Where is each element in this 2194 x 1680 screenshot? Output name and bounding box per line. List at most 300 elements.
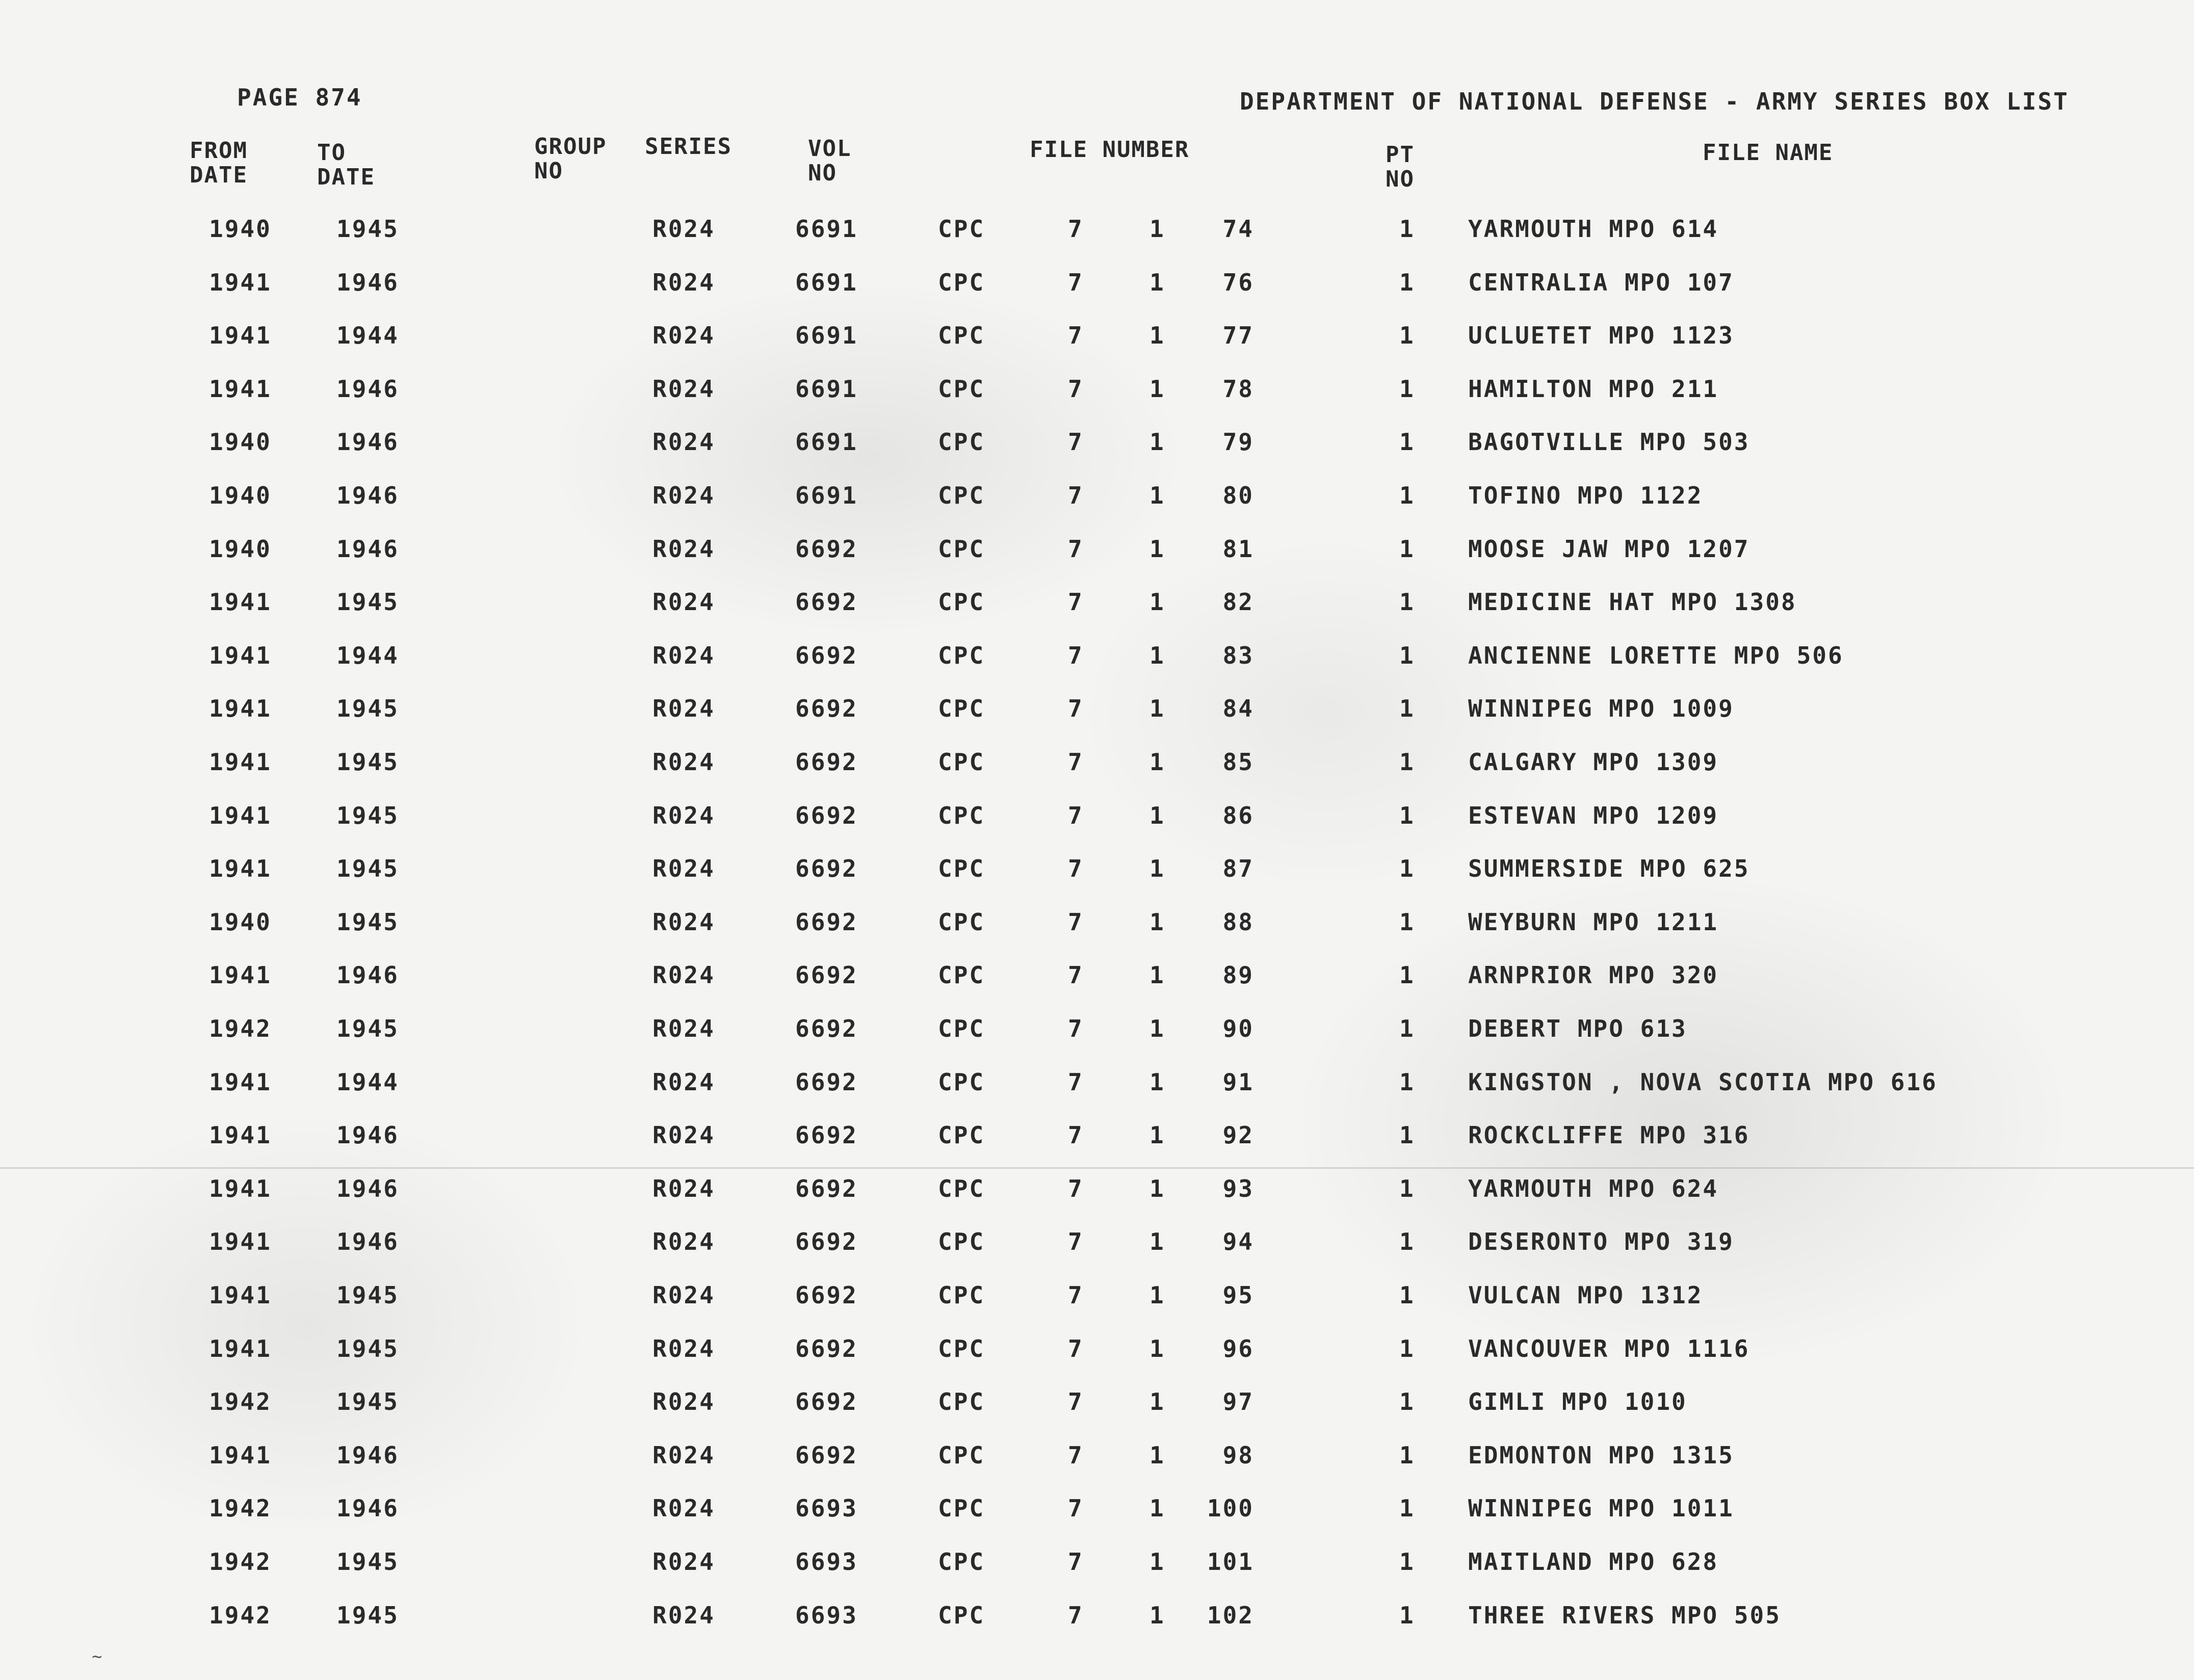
row-file-num-secondary: 1 <box>1150 535 1165 563</box>
row-file-name: WINNIPEG MPO 1011 <box>1468 1494 1734 1522</box>
row-to-date: 1946 <box>336 1175 399 1202</box>
row-vol-no: 6692 <box>795 1388 858 1415</box>
table-row <box>0 324 2194 377</box>
row-to-date: 1945 <box>336 1335 399 1362</box>
row-series: R024 <box>652 1388 715 1415</box>
row-file-class: CPC <box>938 908 985 936</box>
row-pt-no: 1 <box>1399 482 1415 509</box>
row-file-num-primary: 7 <box>1068 1281 1084 1309</box>
row-file-num-secondary: 1 <box>1150 748 1165 776</box>
row-vol-no: 6692 <box>795 961 858 989</box>
row-file-num-tertiary: 81 <box>1222 535 1254 563</box>
row-to-date: 1946 <box>336 269 399 296</box>
row-file-num-primary: 7 <box>1068 1175 1084 1202</box>
row-series: R024 <box>652 1228 715 1255</box>
row-to-date: 1946 <box>336 1121 399 1149</box>
row-from-date: 1941 <box>209 855 272 882</box>
row-pt-no: 1 <box>1399 535 1415 563</box>
row-file-num-primary: 7 <box>1068 908 1084 936</box>
row-series: R024 <box>652 588 715 616</box>
row-pt-no: 1 <box>1399 1228 1415 1255</box>
row-from-date: 1942 <box>209 1494 272 1522</box>
page-number: PAGE 874 <box>237 84 362 111</box>
row-vol-no: 6691 <box>795 322 858 349</box>
row-to-date: 1946 <box>336 375 399 403</box>
row-file-num-secondary: 1 <box>1150 1441 1165 1469</box>
row-to-date: 1945 <box>336 1548 399 1576</box>
row-file-class: CPC <box>938 215 985 243</box>
row-file-class: CPC <box>938 588 985 616</box>
row-file-name: UCLUETET MPO 1123 <box>1468 322 1734 349</box>
col-file-name: FILE NAME <box>1703 140 1834 166</box>
row-pt-no: 1 <box>1399 269 1415 296</box>
row-file-num-primary: 7 <box>1068 1602 1084 1629</box>
col-group-no: GROUP NO <box>534 134 607 184</box>
table-row <box>0 1123 2194 1176</box>
row-file-class: CPC <box>938 642 985 669</box>
row-file-num-tertiary: 74 <box>1222 215 1254 243</box>
row-file-num-secondary: 1 <box>1150 1602 1165 1629</box>
row-series: R024 <box>652 908 715 936</box>
row-series: R024 <box>652 322 715 349</box>
row-file-num-tertiary: 89 <box>1222 961 1254 989</box>
row-to-date: 1944 <box>336 322 399 349</box>
row-series: R024 <box>652 748 715 776</box>
row-file-num-primary: 7 <box>1068 961 1084 989</box>
row-from-date: 1942 <box>209 1602 272 1629</box>
row-file-num-primary: 7 <box>1068 695 1084 722</box>
row-vol-no: 6692 <box>795 1121 858 1149</box>
row-file-num-secondary: 1 <box>1150 1121 1165 1149</box>
row-file-name: VULCAN MPO 1312 <box>1468 1281 1703 1309</box>
row-to-date: 1945 <box>336 1281 399 1309</box>
row-file-num-tertiary: 84 <box>1222 695 1254 722</box>
row-vol-no: 6693 <box>795 1548 858 1576</box>
row-pt-no: 1 <box>1399 588 1415 616</box>
row-file-name: TOFINO MPO 1122 <box>1468 482 1703 509</box>
row-file-num-primary: 7 <box>1068 1228 1084 1255</box>
row-file-num-secondary: 1 <box>1150 802 1165 829</box>
row-file-num-tertiary: 76 <box>1222 269 1254 296</box>
row-file-num-secondary: 1 <box>1150 1228 1165 1255</box>
row-file-num-tertiary: 101 <box>1207 1548 1254 1576</box>
row-file-num-tertiary: 94 <box>1222 1228 1254 1255</box>
row-file-class: CPC <box>938 1494 985 1522</box>
row-file-num-tertiary: 88 <box>1222 908 1254 936</box>
row-series: R024 <box>652 428 715 456</box>
row-vol-no: 6692 <box>795 748 858 776</box>
row-file-class: CPC <box>938 375 985 403</box>
row-file-class: CPC <box>938 1015 985 1042</box>
row-file-num-primary: 7 <box>1068 748 1084 776</box>
row-file-class: CPC <box>938 1388 985 1415</box>
row-file-num-primary: 7 <box>1068 1548 1084 1576</box>
row-vol-no: 6693 <box>795 1602 858 1629</box>
row-vol-no: 6692 <box>795 695 858 722</box>
row-file-num-tertiary: 92 <box>1222 1121 1254 1149</box>
col-from-date: FROM DATE <box>190 138 248 188</box>
row-vol-no: 6692 <box>795 908 858 936</box>
row-file-class: CPC <box>938 1441 985 1469</box>
row-file-num-primary: 7 <box>1068 588 1084 616</box>
row-pt-no: 1 <box>1399 1388 1415 1415</box>
row-vol-no: 6691 <box>795 375 858 403</box>
row-file-name: DEBERT MPO 613 <box>1468 1015 1687 1042</box>
row-file-num-secondary: 1 <box>1150 1494 1165 1522</box>
table-row <box>0 377 2194 430</box>
row-file-num-secondary: 1 <box>1150 482 1165 509</box>
row-file-num-tertiary: 96 <box>1222 1335 1254 1362</box>
row-file-num-tertiary: 91 <box>1222 1068 1254 1096</box>
table-row <box>0 804 2194 857</box>
table-row <box>0 430 2194 483</box>
row-to-date: 1946 <box>336 1494 399 1522</box>
row-to-date: 1946 <box>336 1441 399 1469</box>
row-file-class: CPC <box>938 855 985 882</box>
row-pt-no: 1 <box>1399 1494 1415 1522</box>
row-from-date: 1942 <box>209 1548 272 1576</box>
row-file-num-secondary: 1 <box>1150 375 1165 403</box>
row-file-name: ESTEVAN MPO 1209 <box>1468 802 1719 829</box>
row-file-num-tertiary: 102 <box>1207 1602 1254 1629</box>
table-row <box>0 644 2194 697</box>
row-file-name: BAGOTVILLE MPO 503 <box>1468 428 1750 456</box>
row-from-date: 1941 <box>209 322 272 349</box>
row-series: R024 <box>652 269 715 296</box>
row-file-num-secondary: 1 <box>1150 215 1165 243</box>
row-file-num-tertiary: 83 <box>1222 642 1254 669</box>
row-series: R024 <box>652 1175 715 1202</box>
row-file-name: YARMOUTH MPO 614 <box>1468 215 1719 243</box>
row-file-name: ROCKCLIFFE MPO 316 <box>1468 1121 1750 1149</box>
row-file-name: ARNPRIOR MPO 320 <box>1468 961 1719 989</box>
row-file-num-primary: 7 <box>1068 428 1084 456</box>
row-series: R024 <box>652 855 715 882</box>
row-file-num-primary: 7 <box>1068 269 1084 296</box>
row-vol-no: 6692 <box>795 1015 858 1042</box>
row-vol-no: 6692 <box>795 855 858 882</box>
row-pt-no: 1 <box>1399 802 1415 829</box>
row-file-class: CPC <box>938 482 985 509</box>
row-file-name: MEDICINE HAT MPO 1308 <box>1468 588 1797 616</box>
table-row <box>0 857 2194 910</box>
row-file-name: KINGSTON , NOVA SCOTIA MPO 616 <box>1468 1068 1938 1096</box>
row-file-class: CPC <box>938 1548 985 1576</box>
row-pt-no: 1 <box>1399 1335 1415 1362</box>
row-from-date: 1941 <box>209 1175 272 1202</box>
row-series: R024 <box>652 1015 715 1042</box>
row-file-name: MOOSE JAW MPO 1207 <box>1468 535 1750 563</box>
col-series: SERIES <box>645 134 732 160</box>
row-file-num-secondary: 1 <box>1150 1335 1165 1362</box>
row-pt-no: 1 <box>1399 642 1415 669</box>
row-from-date: 1941 <box>209 1281 272 1309</box>
row-file-num-tertiary: 87 <box>1222 855 1254 882</box>
row-file-name: WINNIPEG MPO 1009 <box>1468 695 1734 722</box>
row-file-name: MAITLAND MPO 628 <box>1468 1548 1719 1576</box>
row-file-num-primary: 7 <box>1068 1388 1084 1415</box>
table-row <box>0 1070 2194 1123</box>
row-file-num-secondary: 1 <box>1150 855 1165 882</box>
row-vol-no: 6691 <box>795 428 858 456</box>
row-file-num-tertiary: 95 <box>1222 1281 1254 1309</box>
table-row <box>0 537 2194 590</box>
row-file-class: CPC <box>938 1281 985 1309</box>
row-file-num-secondary: 1 <box>1150 908 1165 936</box>
row-file-num-secondary: 1 <box>1150 695 1165 722</box>
row-series: R024 <box>652 1121 715 1149</box>
row-to-date: 1946 <box>336 961 399 989</box>
row-vol-no: 6691 <box>795 215 858 243</box>
table-row <box>0 1550 2194 1603</box>
row-file-num-secondary: 1 <box>1150 1015 1165 1042</box>
row-series: R024 <box>652 642 715 669</box>
table-row <box>0 963 2194 1016</box>
row-from-date: 1940 <box>209 428 272 456</box>
row-from-date: 1941 <box>209 695 272 722</box>
row-file-num-primary: 7 <box>1068 1335 1084 1362</box>
row-series: R024 <box>652 535 715 563</box>
row-to-date: 1946 <box>336 535 399 563</box>
row-file-num-tertiary: 98 <box>1222 1441 1254 1469</box>
row-file-num-primary: 7 <box>1068 855 1084 882</box>
row-file-num-tertiary: 86 <box>1222 802 1254 829</box>
row-series: R024 <box>652 1441 715 1469</box>
row-file-num-tertiary: 79 <box>1222 428 1254 456</box>
row-to-date: 1945 <box>336 1015 399 1042</box>
row-file-class: CPC <box>938 322 985 349</box>
row-vol-no: 6691 <box>795 269 858 296</box>
row-file-num-primary: 7 <box>1068 1121 1084 1149</box>
row-file-name: CALGARY MPO 1309 <box>1468 748 1719 776</box>
table-row <box>0 1337 2194 1390</box>
row-file-class: CPC <box>938 269 985 296</box>
row-file-num-tertiary: 100 <box>1207 1494 1254 1522</box>
pen-mark: ~ <box>92 1646 102 1667</box>
row-to-date: 1945 <box>336 748 399 776</box>
row-pt-no: 1 <box>1399 1602 1415 1629</box>
row-to-date: 1945 <box>336 1602 399 1629</box>
row-file-num-tertiary: 80 <box>1222 482 1254 509</box>
col-pt-no: PT NO <box>1386 142 1415 192</box>
table-row <box>0 590 2194 643</box>
row-pt-no: 1 <box>1399 1068 1415 1096</box>
row-vol-no: 6692 <box>795 1228 858 1255</box>
row-file-name: EDMONTON MPO 1315 <box>1468 1441 1734 1469</box>
row-file-num-secondary: 1 <box>1150 588 1165 616</box>
table-row <box>0 910 2194 963</box>
row-from-date: 1940 <box>209 215 272 243</box>
row-file-num-tertiary: 85 <box>1222 748 1254 776</box>
table-row <box>0 1017 2194 1070</box>
table-row <box>0 697 2194 750</box>
row-vol-no: 6692 <box>795 802 858 829</box>
table-row <box>0 1494 2194 1550</box>
row-file-num-secondary: 1 <box>1150 1175 1165 1202</box>
row-series: R024 <box>652 695 715 722</box>
row-file-name: SUMMERSIDE MPO 625 <box>1468 855 1750 882</box>
col-to-date: TO DATE <box>317 140 375 190</box>
row-file-num-primary: 7 <box>1068 1494 1084 1522</box>
table-row <box>0 1443 2194 1497</box>
row-file-num-primary: 7 <box>1068 482 1084 509</box>
row-pt-no: 1 <box>1399 1015 1415 1042</box>
row-file-num-primary: 7 <box>1068 1068 1084 1096</box>
row-series: R024 <box>652 482 715 509</box>
row-to-date: 1946 <box>336 428 399 456</box>
row-series: R024 <box>652 1494 715 1522</box>
row-from-date: 1942 <box>209 1015 272 1042</box>
row-file-class: CPC <box>938 802 985 829</box>
row-to-date: 1945 <box>336 215 399 243</box>
row-file-name: YARMOUTH MPO 624 <box>1468 1175 1719 1202</box>
row-file-num-tertiary: 77 <box>1222 322 1254 349</box>
row-series: R024 <box>652 215 715 243</box>
row-file-class: CPC <box>938 1335 985 1362</box>
row-file-num-primary: 7 <box>1068 1015 1084 1042</box>
table-row <box>0 1177 2194 1230</box>
row-vol-no: 6691 <box>795 482 858 509</box>
row-vol-no: 6692 <box>795 588 858 616</box>
row-file-num-secondary: 1 <box>1150 1388 1165 1415</box>
table-row <box>0 1390 2194 1443</box>
row-pt-no: 1 <box>1399 215 1415 243</box>
row-file-num-secondary: 1 <box>1150 642 1165 669</box>
row-file-num-primary: 7 <box>1068 322 1084 349</box>
row-file-num-tertiary: 90 <box>1222 1015 1254 1042</box>
row-vol-no: 6692 <box>795 1281 858 1309</box>
table-row <box>0 484 2194 537</box>
row-to-date: 1945 <box>336 695 399 722</box>
row-pt-no: 1 <box>1399 908 1415 936</box>
row-file-class: CPC <box>938 1068 985 1096</box>
row-vol-no: 6693 <box>795 1494 858 1522</box>
row-from-date: 1941 <box>209 1121 272 1149</box>
row-from-date: 1942 <box>209 1388 272 1415</box>
row-file-num-primary: 7 <box>1068 1441 1084 1469</box>
row-vol-no: 6692 <box>795 1068 858 1096</box>
row-to-date: 1946 <box>336 1228 399 1255</box>
row-pt-no: 1 <box>1399 1548 1415 1576</box>
row-pt-no: 1 <box>1399 748 1415 776</box>
row-pt-no: 1 <box>1399 375 1415 403</box>
row-vol-no: 6692 <box>795 535 858 563</box>
row-series: R024 <box>652 1602 715 1629</box>
row-file-num-tertiary: 97 <box>1222 1388 1254 1415</box>
row-file-name: CENTRALIA MPO 107 <box>1468 269 1734 296</box>
row-vol-no: 6692 <box>795 1175 858 1202</box>
row-from-date: 1941 <box>209 642 272 669</box>
row-from-date: 1941 <box>209 269 272 296</box>
row-from-date: 1941 <box>209 1228 272 1255</box>
row-from-date: 1940 <box>209 908 272 936</box>
row-to-date: 1945 <box>336 802 399 829</box>
row-from-date: 1941 <box>209 588 272 616</box>
row-vol-no: 6692 <box>795 642 858 669</box>
table-row <box>0 1604 2194 1657</box>
row-file-class: CPC <box>938 1121 985 1149</box>
row-file-class: CPC <box>938 1602 985 1629</box>
row-to-date: 1945 <box>336 855 399 882</box>
row-file-num-secondary: 1 <box>1150 322 1165 349</box>
row-file-class: CPC <box>938 428 985 456</box>
row-from-date: 1941 <box>209 1335 272 1362</box>
table-row <box>0 271 2194 324</box>
row-to-date: 1944 <box>336 1068 399 1096</box>
row-file-class: CPC <box>938 535 985 563</box>
table-row <box>0 1230 2194 1283</box>
row-pt-no: 1 <box>1399 961 1415 989</box>
row-file-num-primary: 7 <box>1068 802 1084 829</box>
row-pt-no: 1 <box>1399 1281 1415 1309</box>
row-from-date: 1941 <box>209 748 272 776</box>
row-series: R024 <box>652 375 715 403</box>
row-from-date: 1941 <box>209 1441 272 1469</box>
row-to-date: 1945 <box>336 588 399 616</box>
row-file-num-tertiary: 82 <box>1222 588 1254 616</box>
row-pt-no: 1 <box>1399 428 1415 456</box>
table-row <box>0 1283 2194 1336</box>
document-title: DEPARTMENT OF NATIONAL DEFENSE - ARMY SERIES BOX LIST <box>1240 88 2069 115</box>
row-series: R024 <box>652 1281 715 1309</box>
row-from-date: 1940 <box>209 535 272 563</box>
row-to-date: 1945 <box>336 908 399 936</box>
row-file-class: CPC <box>938 748 985 776</box>
row-pt-no: 1 <box>1399 1121 1415 1149</box>
row-vol-no: 6692 <box>795 1335 858 1362</box>
row-pt-no: 1 <box>1399 1175 1415 1202</box>
row-file-num-secondary: 1 <box>1150 961 1165 989</box>
row-vol-no: 6692 <box>795 1441 858 1469</box>
table-row <box>0 750 2194 803</box>
row-file-num-primary: 7 <box>1068 535 1084 563</box>
table-row <box>0 217 2194 270</box>
row-file-num-primary: 7 <box>1068 642 1084 669</box>
row-series: R024 <box>652 1335 715 1362</box>
row-to-date: 1945 <box>336 1388 399 1415</box>
row-file-name: DESERONTO MPO 319 <box>1468 1228 1734 1255</box>
row-file-class: CPC <box>938 1228 985 1255</box>
row-series: R024 <box>652 961 715 989</box>
row-file-class: CPC <box>938 695 985 722</box>
col-file-number: FILE NUMBER <box>1030 137 1190 163</box>
row-file-num-secondary: 1 <box>1150 1068 1165 1096</box>
row-from-date: 1941 <box>209 802 272 829</box>
row-file-name: ANCIENNE LORETTE MPO 506 <box>1468 642 1844 669</box>
row-file-name: GIMLI MPO 1010 <box>1468 1388 1687 1415</box>
row-file-name: HAMILTON MPO 211 <box>1468 375 1719 403</box>
row-pt-no: 1 <box>1399 695 1415 722</box>
row-file-num-secondary: 1 <box>1150 1281 1165 1309</box>
row-to-date: 1944 <box>336 642 399 669</box>
row-from-date: 1941 <box>209 375 272 403</box>
row-file-name: THREE RIVERS MPO 505 <box>1468 1602 1781 1629</box>
row-from-date: 1940 <box>209 482 272 509</box>
row-file-name: WEYBURN MPO 1211 <box>1468 908 1719 936</box>
row-from-date: 1941 <box>209 961 272 989</box>
row-to-date: 1946 <box>336 482 399 509</box>
row-file-num-secondary: 1 <box>1150 1548 1165 1576</box>
row-file-class: CPC <box>938 1175 985 1202</box>
row-pt-no: 1 <box>1399 322 1415 349</box>
row-file-num-primary: 7 <box>1068 215 1084 243</box>
row-file-num-primary: 7 <box>1068 375 1084 403</box>
row-series: R024 <box>652 1548 715 1576</box>
row-file-num-tertiary: 78 <box>1222 375 1254 403</box>
row-series: R024 <box>652 1068 715 1096</box>
row-file-num-tertiary: 93 <box>1222 1175 1254 1202</box>
row-from-date: 1941 <box>209 1068 272 1096</box>
